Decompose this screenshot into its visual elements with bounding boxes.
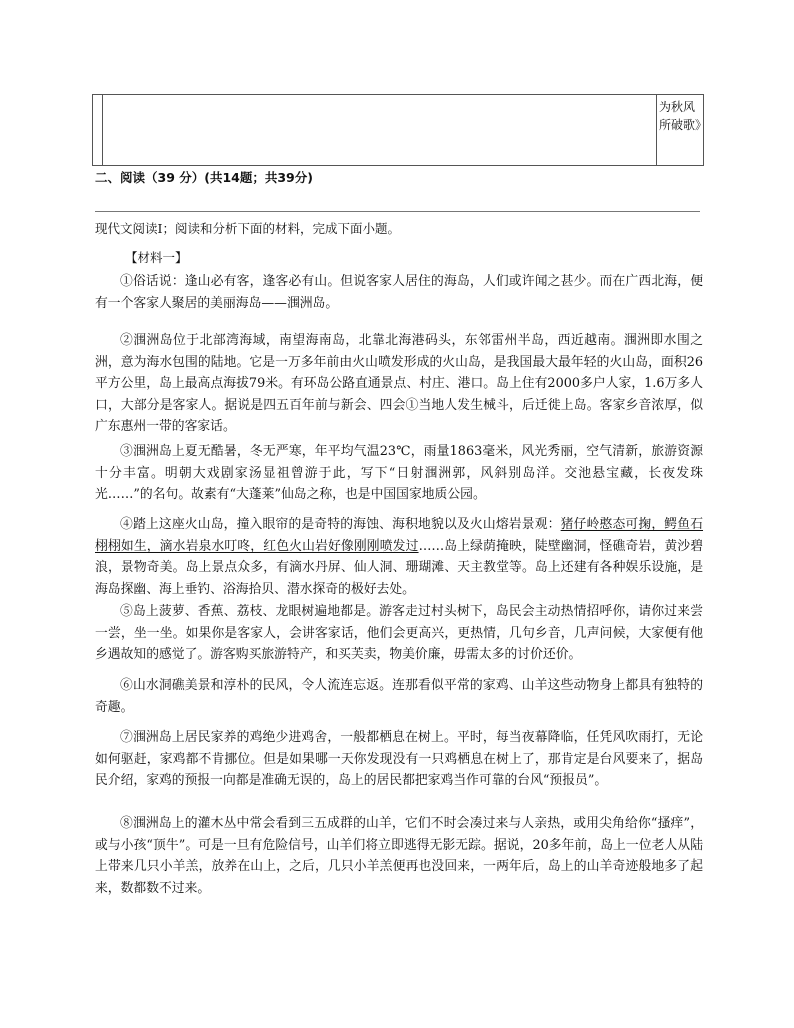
paragraph-4-end: ……岛上绿荫掩映，陡壁幽洞，怪礁奇岩，黄沙碧浪，景物奇美。岛上景点众多，有滴水丹屏、仙人洞、珊瑚滩、天主教堂等。岛上还建有各种娱乐设施，是海岛探幽、海上垂钓、浴海拾贝、潜水探奇的极好去处。 xyxy=(95,538,704,597)
paragraph-6: ⑥山水洞礁美景和淳朴的民风，令人流连忘返。连那看似平常的家鸡、山羊这些动物身上都具有独特的奇趣。 xyxy=(95,678,703,715)
paragraph-3: ③涠洲岛上夏无酷暑，冬无严寒，年平均气温23℃，雨量1863毫米，风光秀丽，空气清新，旅游资源十分丰富。明朝大戏剧家汤显祖曾游于此，写下“日射涠洲郭，风斜别岛洋。交池悬宝藏，长夜发珠光……”的名句。故素有“大蓬莱”仙岛之称，也是中国国家地质公园。 xyxy=(95,444,703,502)
horizontal-rule xyxy=(95,211,700,212)
paragraph-2: ②涠洲岛位于北部湾海域，南望海南岛，北靠北海港码头，东邻雷州半岛，西近越南。涠洲即水围之洲，意为海水包围的陆地。它是一万多年前由火山喷发形成的火山岛，是我国最大最年轻的火山岛，面积26平方公里，岛上最高点海拔79米。有环岛公路直通景点、村庄、港口。岛上住有2000多户人家，1.6万多人口，大部分是客家人。据说是四五百年前与新会、四会①当地人发生械斗，后迁徙上岛。客家乡音浓厚，似广东惠州一带的客家话。 xyxy=(95,333,703,434)
reading-instructions: 现代文阅读Ⅰ；阅读和分析下面的材料，完成下面小题。 xyxy=(95,221,400,236)
table-cell-text: 为秋风所破歌》 xyxy=(659,100,708,132)
paragraph-1: ①俗话说：逢山必有客，逢客必有山。但说客家人居住的海岛，人们或许闻之甚少。而在广西北海，便有一个客家人聚居的美丽海岛——涠洲岛。 xyxy=(95,274,703,311)
paragraph-4 xyxy=(95,514,703,600)
table-divider-right xyxy=(656,95,657,165)
paragraph-4-underlined: 猪仔岭憨态可掬，鳄鱼石栩栩如生，滴水岩泉水叮咚，红色火山岩好像刚刚喷发过 xyxy=(95,517,704,554)
material-title: 【材料一】 xyxy=(125,250,188,265)
paragraph-4-start: ④踏上这座火山岛，撞入眼帘的是奇特的海蚀、海积地貌以及火山熔岩景观： xyxy=(120,517,561,532)
section-heading: 二、阅读（39 分）(共14题；共39分) xyxy=(95,170,313,185)
table-fragment xyxy=(92,94,708,166)
paragraph-5: ⑤岛上菠萝、香蕉、荔枝、龙眼树遍地都是。游客走过村头树下，岛民会主动热情招呼你，请你过来尝一尝，坐一坐。如果你是客家人，会讲客家话，他们会更高兴，更热情，几句乡音，几声问候，大家便有他乡遇故知的感觉了。游客购买旅游特产，和买芙卖，物美价廉，毋需太多的讨价还价。 xyxy=(95,604,703,662)
table-divider-left xyxy=(102,95,103,165)
paragraph-8: ⑧涠洲岛上的灌木丛中常会看到三五成群的山羊，它们不时会凑过来与人亲热，或用尖角给你“搔痒”，或与小孩“顶牛”。可是一旦有危险信号，山羊们将立即逃得无影无踪。据说，20多年前，岛上一位老人从陆上带来几只小羊羔，放养在山上，之后，几只小羊羔便再也没回来，一两年后，岛上的山羊奇迹般地多了起来，数都数不过来。 xyxy=(95,816,703,896)
paragraph-7: ⑦涠洲岛上居民家养的鸡绝少进鸡舍，一般都栖息在树上。平时，每当夜幕降临，任凭风吹雨打，无论如何驱赶，家鸡都不肯挪位。但是如果哪一天你发现没有一只鸡栖息在树上了，那肯定是台风要来了，据岛民介绍，家鸡的预报一向都是准确无误的，岛上的居民都把家鸡当作可靠的台风“预报员”。 xyxy=(95,730,703,788)
